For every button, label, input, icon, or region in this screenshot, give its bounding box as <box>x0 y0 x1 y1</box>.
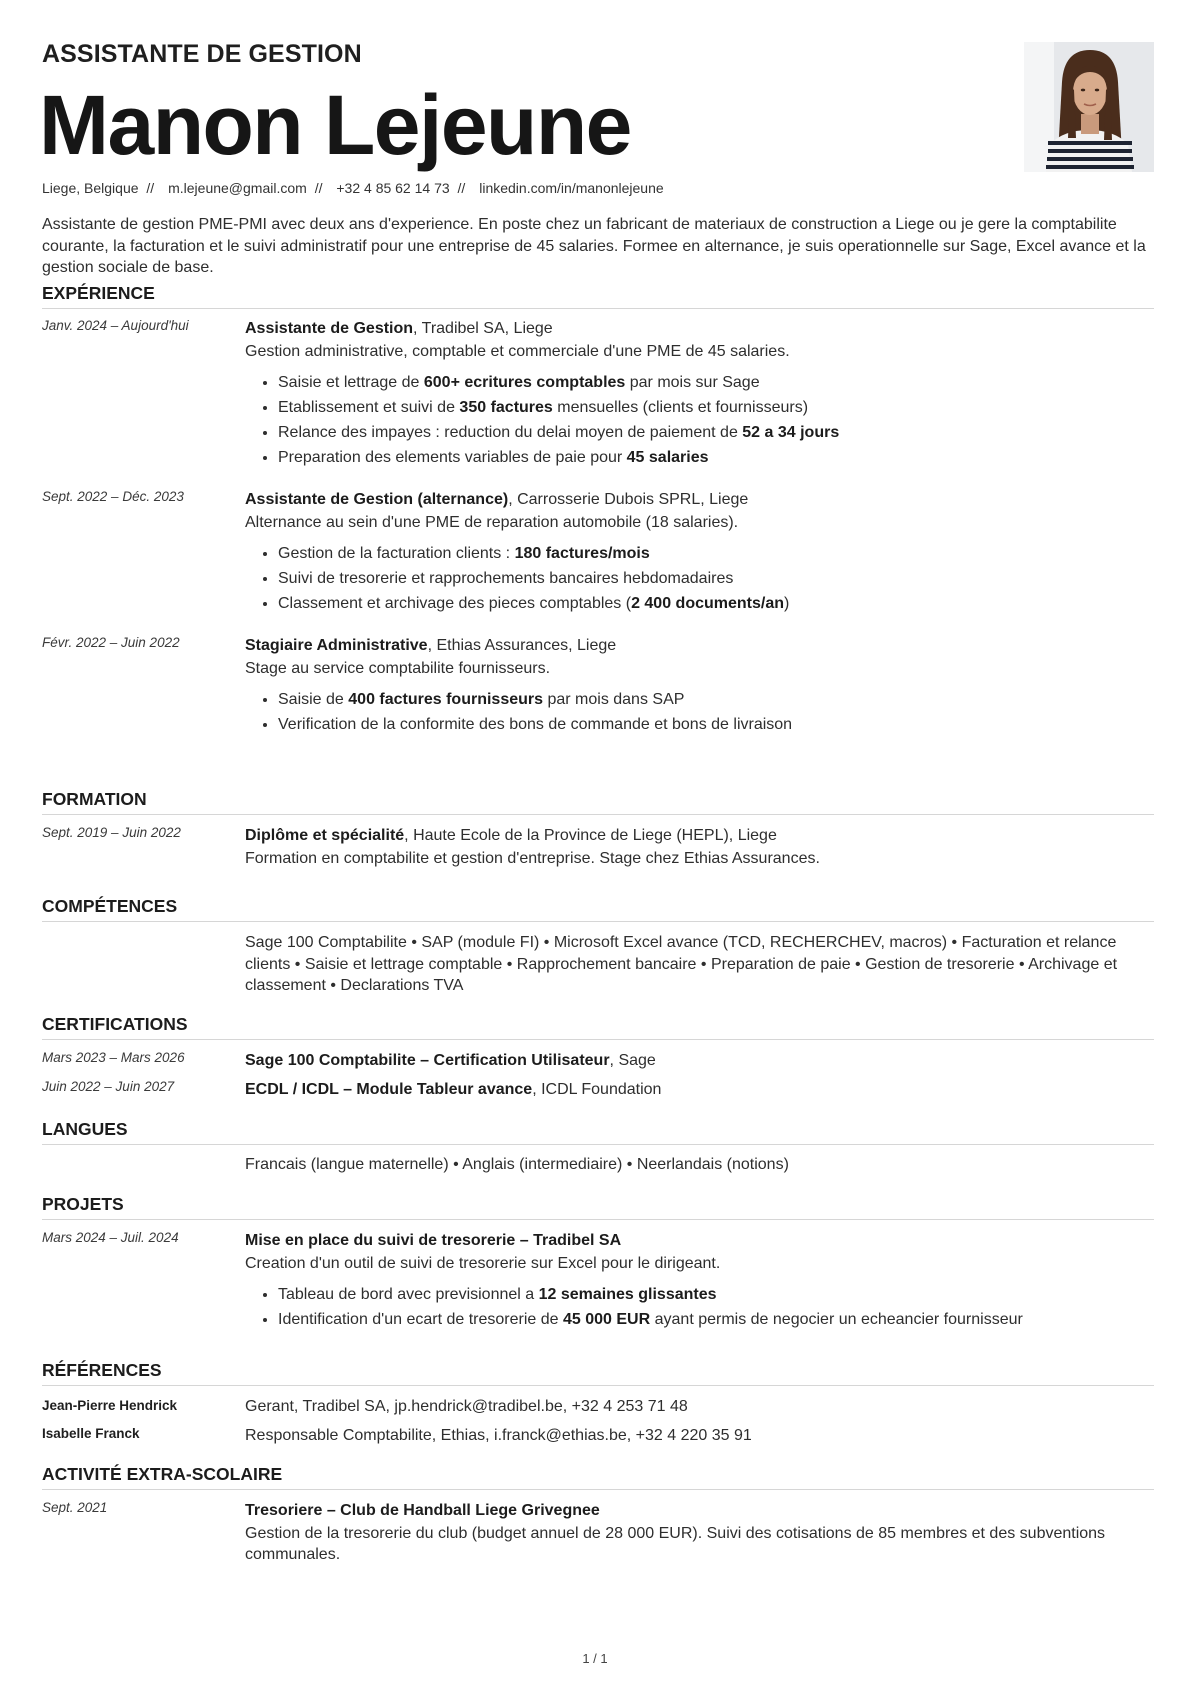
experience-entry <box>245 635 1154 737</box>
experience-role: Assistante de Gestion (alternance) <box>245 491 509 508</box>
email-link[interactable]: m.lejeune@gmail.com <box>168 180 307 196</box>
languages-list: Francais (langue maternelle) • Anglais (intermediaire) • Neerlandais (notions) <box>245 1156 789 1173</box>
separator: // <box>457 180 466 196</box>
formation-description: Formation en comptabilite et gestion d'entreprise. Stage chez Ethias Assurances. <box>245 849 820 867</box>
section-divider <box>42 1144 1154 1145</box>
separator: // <box>314 180 323 196</box>
experience-bullets <box>245 541 1154 616</box>
page-number: 1 / 1 <box>582 1651 608 1666</box>
section-divider <box>42 921 1154 922</box>
experience-heading <box>245 489 1154 511</box>
job-title: ASSISTANTE DE GESTION <box>42 40 362 68</box>
experience-description: Gestion administrative, comptable et commerciale d'une PME de 45 salaries. <box>245 342 790 360</box>
project-entry <box>245 1230 1154 1332</box>
skills-list: Sage 100 Comptabilite • SAP (module FI) • Microsoft Excel avance (TCD, RECHERCHEV, macros) • Facturation et relance clients • Saisie et lettrage comptable • Rapprochement bancaire • Preparation de paie • Gestion de tresorerie • Archivage et classement • Declarations TVA <box>245 934 1118 994</box>
experience-role: Stagiaire Administrative <box>245 637 428 654</box>
section-title-projets: PROJETS <box>42 1194 124 1214</box>
certification-issuer: , Sage <box>609 1052 656 1069</box>
bullet-item: • Saisie de 400 factures fournisseurs par mois dans SAP <box>278 687 1154 712</box>
certification-issuer: , ICDL Foundation <box>532 1081 662 1098</box>
reference-name: Jean-Pierre Hendrick <box>42 1398 178 1413</box>
bullet-item: • Classement et archivage des pieces comptables (2 400 documents/an) <box>278 591 1154 616</box>
experience-bullets <box>245 370 1154 470</box>
section-divider <box>42 1489 1154 1490</box>
profile-photo <box>1024 42 1154 172</box>
project-date: Mars 2024 – Juil. 2024 <box>42 1230 179 1245</box>
experience-org: , Carrosserie Dubois SPRL, Liege <box>508 491 749 508</box>
reference-detail: Gerant, Tradibel SA, jp.hendrick@tradibel.be, +32 4 253 71 48 <box>245 1398 688 1415</box>
certification-title: Sage 100 Comptabilite – Certification Utilisateur <box>245 1052 610 1069</box>
phone: +32 4 85 62 14 73 <box>336 180 450 196</box>
certification-date: Mars 2023 – Mars 2026 <box>42 1050 185 1065</box>
experience-description: Alternance au sein d'une PME de reparation automobile (18 salaries). <box>245 513 739 531</box>
bullet-item: • Identification d'un ecart de tresorerie de 45 000 EUR ayant permis de negocier un echeancier fournisseur <box>278 1307 1154 1332</box>
profile-summary: Assistante de gestion PME-PMI avec deux ans d'experience. En poste chez un fabricant de materiaux de construction a Liege ou je gere la comptabilite courante, la facturation et le suivi administratif pour une entreprise de 45 salaries. Formee en alternance, je suis operationnelle sur Sage, Excel avance et la gestion sociale de base. <box>42 216 1146 276</box>
experience-description: Stage au service comptabilite fournisseurs. <box>245 659 551 677</box>
formation-date: Sept. 2019 – Juin 2022 <box>42 825 181 840</box>
experience-org: , Ethias Assurances, Liege <box>427 637 617 654</box>
bullet-item: • Saisie et lettrage de 600+ ecritures comptables par mois sur Sage <box>278 370 1154 395</box>
certification-entry <box>245 1079 1154 1101</box>
extra-title: Tresoriere – Club de Handball Liege Grivegnee <box>245 1502 600 1519</box>
bullet-item: • Gestion de la facturation clients : 180 factures/mois <box>278 541 1154 566</box>
bullet-item: • Preparation des elements variables de paie pour 45 salaries <box>278 445 1154 470</box>
linkedin-link[interactable]: linkedin.com/in/manonlejeune <box>479 180 664 196</box>
formation-school: , Haute Ecole de la Province de Liege (HEPL), Liege <box>404 827 777 844</box>
bullet-item: • Relance des impayes : reduction du delai moyen de paiement de 52 a 34 jours <box>278 420 1154 445</box>
experience-bullets <box>245 687 1154 737</box>
certification-title: ECDL / ICDL – Module Tableur avance <box>245 1081 533 1098</box>
section-title-certifications: CERTIFICATIONS <box>42 1014 188 1034</box>
experience-date: Sept. 2022 – Déc. 2023 <box>42 489 184 504</box>
experience-entry <box>245 318 1154 470</box>
section-title-formation: FORMATION <box>42 789 147 809</box>
section-title-references: RÉFÉRENCES <box>42 1360 162 1380</box>
portrait-illustration <box>1024 42 1154 172</box>
experience-heading <box>245 318 1154 340</box>
experience-heading <box>245 635 1154 657</box>
reference-name: Isabelle Franck <box>42 1426 140 1441</box>
experience-role: Assistante de Gestion <box>245 320 414 337</box>
section-divider <box>42 1385 1154 1386</box>
bullet-item: • Etablissement et suivi de 350 factures mensuelles (clients et fournisseurs) <box>278 395 1154 420</box>
bullet-item: • Verification de la conformite des bons de commande et bons de livraison <box>278 712 1154 737</box>
certification-date: Juin 2022 – Juin 2027 <box>42 1079 175 1094</box>
extra-entry <box>245 1500 1154 1566</box>
project-title: Mise en place du suivi de tresorerie – Tradibel SA <box>245 1232 622 1249</box>
section-divider <box>42 814 1154 815</box>
bullet-item: • Suivi de tresorerie et rapprochements bancaires hebdomadaires <box>278 566 1154 591</box>
contact-line <box>42 180 664 196</box>
formation-degree: Diplôme et spécialité <box>245 827 405 844</box>
separator: // <box>146 180 155 196</box>
extra-description: Gestion de la tresorerie du club (budget annuel de 28 000 EUR). Suivi des cotisations de 85 membres et des subventions communales. <box>245 1524 1106 1563</box>
certification-entry <box>245 1050 1154 1072</box>
experience-org: , Tradibel SA, Liege <box>413 320 553 337</box>
formation-entry <box>245 825 1154 869</box>
project-bullets <box>245 1282 1154 1332</box>
experience-date: Févr. 2022 – Juin 2022 <box>42 635 180 650</box>
section-title-competences: COMPÉTENCES <box>42 896 178 916</box>
section-divider <box>42 308 1154 309</box>
formation-heading <box>245 825 1154 847</box>
experience-date: Janv. 2024 – Aujourd'hui <box>42 318 189 333</box>
section-title-experience: EXPÉRIENCE <box>42 283 155 303</box>
candidate-name: Manon Lejeune <box>39 78 631 172</box>
reference-detail: Responsable Comptabilite, Ethias, i.franck@ethias.be, +32 4 220 35 91 <box>245 1427 752 1444</box>
extra-date: Sept. 2021 <box>42 1500 108 1515</box>
location: Liege, Belgique <box>42 180 139 196</box>
experience-entry <box>245 489 1154 616</box>
bullet-item: • Tableau de bord avec previsionnel a 12 semaines glissantes <box>278 1282 1154 1307</box>
section-title-langues: LANGUES <box>42 1119 128 1139</box>
section-divider <box>42 1219 1154 1220</box>
project-description: Creation d'un outil de suivi de tresorerie sur Excel pour le dirigeant. <box>245 1254 721 1272</box>
section-title-extra: ACTIVITÉ EXTRA-SCOLAIRE <box>42 1464 283 1484</box>
section-divider <box>42 1039 1154 1040</box>
